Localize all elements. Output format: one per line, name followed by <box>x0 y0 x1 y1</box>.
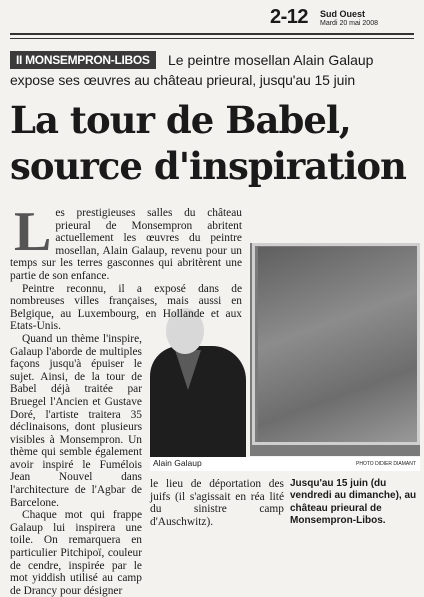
location-badge: II MONSEMPRON-LIBOS <box>10 51 156 69</box>
photo-caption: Alain Galaup <box>153 458 202 468</box>
newspaper-name: Sud Ouest <box>320 9 366 19</box>
drop-cap: L <box>14 201 52 263</box>
headline-line-2: source d'inspiration <box>10 144 406 188</box>
kicker-line-1: Le peintre mosellan Alain Galaup <box>168 52 374 68</box>
article-paragraph-4: Chaque mot qui frappe Galaup lui inspirera une toile. On remarquera en particulier Pitchipoï, couleur de cendre, inspirée par le mot yiddish utilisé au camp de Drancy pour désigner <box>10 509 142 597</box>
kicker-line-2: expose ses œuvres au château prieural, jusqu'au 15 juin <box>10 72 356 88</box>
article-paragraph-1 <box>10 201 242 283</box>
header-rule <box>10 33 414 35</box>
article-paragraph-2: Peintre reconnu, il a exposé dans de nombreuses villes françaises, mais aussi en Belgique, au Luxembourg, en Hollande et aux Etats-Unis. <box>10 282 242 333</box>
photo-credit: PHOTO DIDIER DIAMANT <box>356 461 416 467</box>
page-number: 2-12 <box>270 6 309 28</box>
painting-frame <box>252 243 420 445</box>
article-paragraph-3: Quand un thème l'inspire, Galaup l'aborde de multiples façons jusqu'à épuiser le sujet. Ainsi, de la tour de Babel déjà traitée par Bruegel l'Ancien et Gustave Doré, l'artiste traitera 35 déclinaisons, dont plusieurs visibles à Monsempron. Un thème qui semble également avoir inspiré le Fumélois Jean Nouvel dans l'architecture de l'Agbar de Barcelone. <box>10 332 142 509</box>
headline-line-1: La tour de Babel, <box>10 98 351 142</box>
header-rule-thin <box>10 38 414 39</box>
article-body <box>10 201 242 597</box>
paragraph-1-text: es prestigieuses salles du château prieural de Monsempron abritent actuellement les œuvres du peintre mosellan, Alain Galaup, revenu pour un temps sur les terres gasconnes qui abritèrent une partie de son enfance. <box>10 207 242 282</box>
issue-date: Mardi 20 mai 2008 <box>320 20 378 27</box>
exhibition-info: Jusqu'au 15 juin (du vendredi au dimanche), au château prieural de Monsempron-Libos. <box>290 478 417 527</box>
article-continuation: le lieu de déportation des juifs (il s'agissait en réa lité du sinistre camp d'Auschwitz). <box>150 478 284 528</box>
